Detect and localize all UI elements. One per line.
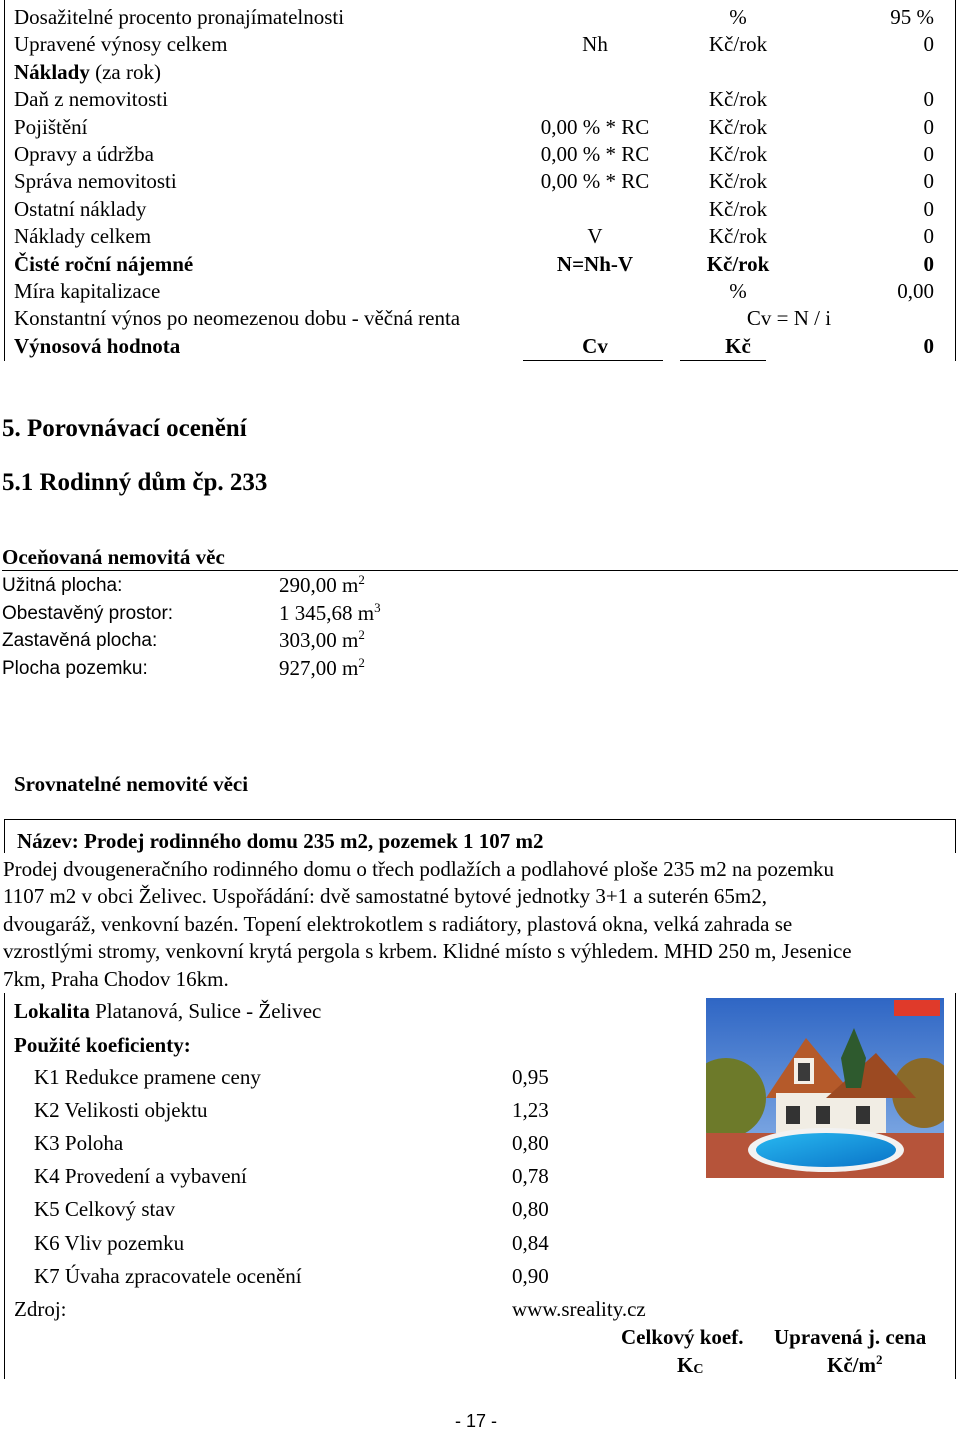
row-value: 0 xyxy=(923,251,934,276)
row-formula: V xyxy=(587,224,603,249)
adjusted-price-unit: $Kč/m^2$ xyxy=(827,1352,883,1377)
row-unit: Kč/rok xyxy=(708,114,768,139)
comparable-name: Název: Prodej rodinného domu 235 m2, pozemek 1 107 m2 xyxy=(17,829,544,853)
income-row xyxy=(14,333,938,360)
row-value: 0 xyxy=(923,169,934,194)
row-value: 0 xyxy=(923,333,934,358)
row-unit: Kč/rok xyxy=(708,169,768,194)
table-right-border xyxy=(955,0,956,361)
row-unit: Kč/rok xyxy=(706,251,770,276)
table-bottom-rule xyxy=(523,360,663,361)
row-formula: 0,00 % * RC xyxy=(540,114,650,139)
coefficient-value: 0,95 xyxy=(512,1065,549,1089)
row-label: Ostatní náklady xyxy=(14,196,147,221)
income-row xyxy=(14,86,938,113)
source-label: Zdroj: xyxy=(14,1297,67,1321)
row-value: 95 % xyxy=(890,5,934,29)
coefficient-value: 0,78 xyxy=(512,1164,549,1189)
property-attr-label: Užitná plocha: xyxy=(2,575,123,596)
valued-property-title: Oceňovaná nemovitá věc xyxy=(2,545,225,569)
coefficient-name: K1 Redukce pramene ceny xyxy=(34,1065,261,1089)
income-row xyxy=(14,168,938,195)
coefficient-name: K3 Poloha xyxy=(34,1131,124,1156)
row-label: Daň z nemovitosti xyxy=(14,87,168,112)
description-line: Prodej dvougeneračního rodinného domu o třech podlažích a podlahové ploše 235 m2 na pozemku xyxy=(3,857,835,881)
description-line: dvougaráž, venkovní bazén. Topení elektrokotlem s radiátory, plastová okna, velká zahrada se xyxy=(3,911,793,936)
row-unit: Cv = N / i xyxy=(746,306,832,331)
total-coef-label: Celkový koef. xyxy=(621,1325,744,1349)
income-row xyxy=(14,31,938,58)
coefficient-name: K7 Úvaha zpracovatele ocenění xyxy=(34,1263,302,1288)
income-row xyxy=(14,59,938,86)
row-unit: Kč/rok xyxy=(708,142,768,166)
property-attr-label: Plocha pozemku: xyxy=(2,657,148,679)
row-label: Dosažitelné procento pronajímatelnosti xyxy=(14,5,345,29)
locality-label: Lokalita xyxy=(14,999,90,1023)
coefficient-value: 0,84 xyxy=(512,1230,549,1255)
row-formula: 0,00 % * RC xyxy=(540,169,650,194)
row-value: 0 xyxy=(923,87,934,112)
row-unit: Kč/rok xyxy=(708,87,768,112)
property-attr-label: Obestavěný prostor: xyxy=(2,602,174,624)
row-label: Konstantní výnos po neomezenou dobu - věčná renta xyxy=(14,306,461,331)
valued-property-rule xyxy=(2,570,958,571)
row-label: Opravy a údržba xyxy=(14,142,154,166)
row-formula: Nh xyxy=(582,32,608,57)
row-formula: Cv xyxy=(582,333,608,358)
table-bottom-rule xyxy=(680,360,766,361)
income-row xyxy=(14,223,938,250)
subsection-heading: 5.1 Rodinný dům čp. 233 xyxy=(2,469,268,496)
row-formula: 0,00 % * RC xyxy=(540,142,650,166)
row-value: 0,00 xyxy=(897,279,934,303)
row-unit: Kč/rok xyxy=(708,224,768,249)
row-unit: Kč/rok xyxy=(708,32,768,57)
property-attr-value: 1 345,68 $m^3$ xyxy=(279,599,381,625)
income-row xyxy=(14,196,938,223)
income-row xyxy=(14,278,938,305)
description-line: vzrostlými stromy, venkovní krytá pergola s krbem. Klidné místo s výhledem. MHD 250 m, Jesenice xyxy=(3,939,852,964)
row-label: Míra kapitalizace xyxy=(14,279,161,303)
row-value: 0 xyxy=(923,196,934,221)
property-attr-value: 290,00 $m^2$ xyxy=(279,572,365,597)
description-line: 7km, Praha Chodov 16km. xyxy=(3,966,229,991)
coefficients-title: Použité koeficienty: xyxy=(14,1033,191,1057)
income-row xyxy=(14,251,938,278)
comparables-title: Srovnatelné nemovité věci xyxy=(14,772,249,796)
comparable-box-left xyxy=(4,993,5,1379)
property-attr-label: Zastavěná plocha: xyxy=(2,630,158,652)
house-photo xyxy=(706,998,944,1178)
row-label: Čisté roční nájemné xyxy=(14,251,194,276)
row-unit: Kč/rok xyxy=(708,196,768,221)
coefficient-name: K6 Vliv pozemku xyxy=(34,1230,185,1255)
row-label: Pojištění xyxy=(14,114,88,139)
row-label: Náklady (za rok) xyxy=(14,59,161,84)
coefficient-name: K4 Provedení a vybavení xyxy=(34,1164,247,1189)
total-coef-symbol: $K_C$ xyxy=(677,1353,704,1377)
row-label: Správa nemovitosti xyxy=(14,169,177,194)
table-left-border xyxy=(4,0,5,361)
coefficient-name: K2 Velikosti objektu xyxy=(34,1098,208,1123)
row-label: Náklady celkem xyxy=(14,224,152,249)
row-value: 0 xyxy=(923,114,934,139)
row-unit: % xyxy=(729,279,747,303)
locality-value: Platanová, Sulice - Želivec xyxy=(89,999,322,1023)
page-number: - 17 - xyxy=(455,1411,498,1431)
row-value: 0 xyxy=(923,224,934,249)
row-unit: % xyxy=(729,5,747,29)
income-row xyxy=(14,4,938,31)
coefficient-value: 0,90 xyxy=(512,1263,549,1288)
comparable-box-right xyxy=(955,993,956,1379)
row-value: 0 xyxy=(923,32,934,57)
row-unit: Kč xyxy=(725,333,751,358)
row-label: Upravené výnosy celkem xyxy=(14,32,228,57)
row-value: 0 xyxy=(923,142,934,166)
coefficient-value: 0,80 xyxy=(512,1197,549,1222)
income-row xyxy=(14,141,938,168)
property-attr-value: 927,00 $m^2$ xyxy=(279,654,365,680)
locality xyxy=(14,998,321,1025)
description-line: 1107 m2 v obci Želivec. Uspořádání: dvě samostatné bytové jednotky 3+1 a suterén 65m2, xyxy=(3,884,767,909)
property-attr-value: 303,00 $m^2$ xyxy=(279,627,365,653)
adjusted-price-label: Upravená j. cena xyxy=(774,1325,927,1349)
coefficient-name: K5 Celkový stav xyxy=(34,1197,176,1222)
income-row xyxy=(14,114,938,141)
row-label: Výnosová hodnota xyxy=(14,333,181,358)
coefficient-value: 0,80 xyxy=(512,1131,549,1156)
source-value: www.sreality.cz xyxy=(512,1297,646,1321)
logo-badge xyxy=(894,1000,940,1016)
row-formula: N=Nh-V xyxy=(556,251,634,276)
coefficient-value: 1,23 xyxy=(512,1098,549,1123)
section-heading: 5. Porovnávací ocenění xyxy=(2,415,247,442)
income-row xyxy=(14,305,938,332)
